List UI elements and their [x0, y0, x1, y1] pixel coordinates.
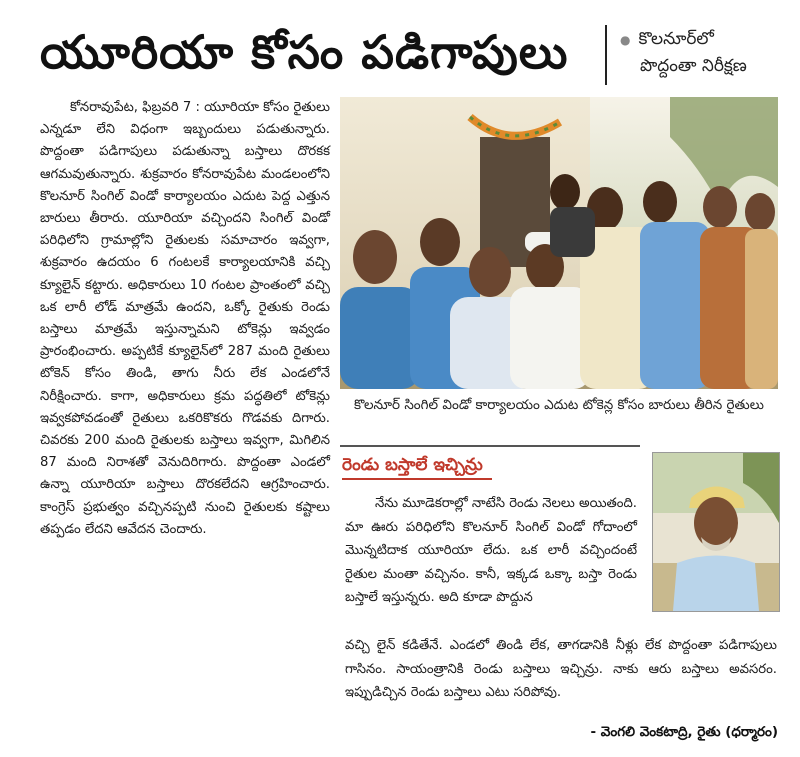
quote-attribution: - వెంగలి వెంకటాద్రి, రైతు (ధర్మారం) [590, 724, 778, 740]
quote-part2: వచ్చి లైన్ కడితేనే. ఎండలో తిండి లేక, తాగడానికి నీళ్లు లేక పొద్దంతా పడిగాపులు గాసినం. సాయంత్రానికి రెండు బస్తాలు ఇచ్చిన్రు. నాకు ఆరు బస్తాలు అవసరం. ఇప్పుడిచ్చిన రెండు బస్తాలు ఎటు సరిపోవు. [345, 638, 777, 701]
quote-part1: నేను మూడెకరాల్లో నాటేసి రెండు నెలలు అయితంది. మా ఊరు పరిధిలోని కొలనూర్ సింగిల్ విండో గోదాంలో మొన్నటిదాక యూరియా లేదు. ఒక లారీ వచ్చిందంటే రైతుల మంతా వచ్చినం. కానీ, ఇక్కడ ఒక్కా బస్తా రెండు బస్తాలే ఇస్తున్నరు. అది కూడా పొద్దున [345, 496, 637, 606]
farmer-portrait-photo [653, 453, 779, 611]
headline: యూరియా కోసం పడిగాపులు [40, 25, 569, 79]
farmer-quote [345, 492, 637, 610]
box-title-underline [342, 478, 492, 480]
photo-caption: కొలనూర్ సింగిల్ విండో కార్యాలయం ఎదుట టోకెన్ల కోసం బారులు తీరిన రైతులు [354, 397, 764, 413]
subheading-line1: కొలనూర్‌లో [638, 29, 714, 49]
article-paragraph: కోనరావుపేట, ఫిబ్రవరి 7 : యూరియా కోసం రైతులు ఎన్నడూ లేని విధంగా ఇబ్బందులు పడుతున్నారు. పొద్దంతా పడిగాపులు పడుతున్నా బస్తాలు దొరకక ఆగమవుతున్నారు. శుక్రవారం కోనరావుపేట మండలంలోని కొలనూర్ సింగిల్ విండో కార్యాలయం ఎదుట పెద్ద ఎత్తున బారులు తీరారు. యూరియా వచ్చిందని సింగిల్ విండో పరిధిలోని గ్రామాల్లోని రైతులకు సమాచారం ఇవ్వగా, శుక్రవారం ఉదయం 6 గంటలకే కార్యాలయానికి వచ్చి క్యూలైన్ కట్టారు. అధికారులు 10 గంటల ప్రాంతంలో వచ్చి ఒక లారీ లోడ్ మాత్రమే ఉందని, ఒక్కో రైతుకు రెండు బస్తాలు మాత్రమే ఇస్తున్నామని టోకెన్లు ఇవ్వడం ప్రారంభించారు. అప్పటికే క్యూలైన్‌లో 287 మంది రైతులు టోకెన్ కోసం తిండి, తాగు నీరు లేక ఎండలోనే నిరీక్షించారు. కాగా, అధికారులు క్రమ పద్ధతిలో టోకెన్లు ఇవ్వకపోవడంతో రైతులు ఒకరికొకరు గొడవకు దిగారు. చివరకు 200 మంది రైతులకు బస్తాలు ఇవ్వగా, మిగిలిన 87 మంది నిరాశతో వెనుదిరిగారు. పొద్దంతా ఎండలో ఉన్నా యూరియా బస్తాలు దొరకలేదని ఆగ్రహించారు. కాంగ్రెస్ ప్రభుత్వం వచ్చినప్పటి నుంచి రైతులకు కష్టాలు తప్పడం లేదని ఆవేదన చెందారు. [40, 100, 330, 537]
news-photo [340, 97, 778, 389]
subheading [620, 26, 790, 79]
bullet-icon: ● [620, 33, 631, 47]
subheading-line2: పొద్దంతా నిరీక్షణ [640, 56, 747, 76]
box-title: రెండు బస్తాలే ఇచ్చిన్రు [342, 455, 483, 475]
headline-divider [605, 25, 607, 85]
farmer-portrait [652, 452, 780, 612]
farmer-quote-continued [345, 634, 777, 705]
article-body [40, 97, 330, 541]
box-top-rule [340, 445, 640, 447]
farmers-queue-photo [340, 97, 778, 389]
